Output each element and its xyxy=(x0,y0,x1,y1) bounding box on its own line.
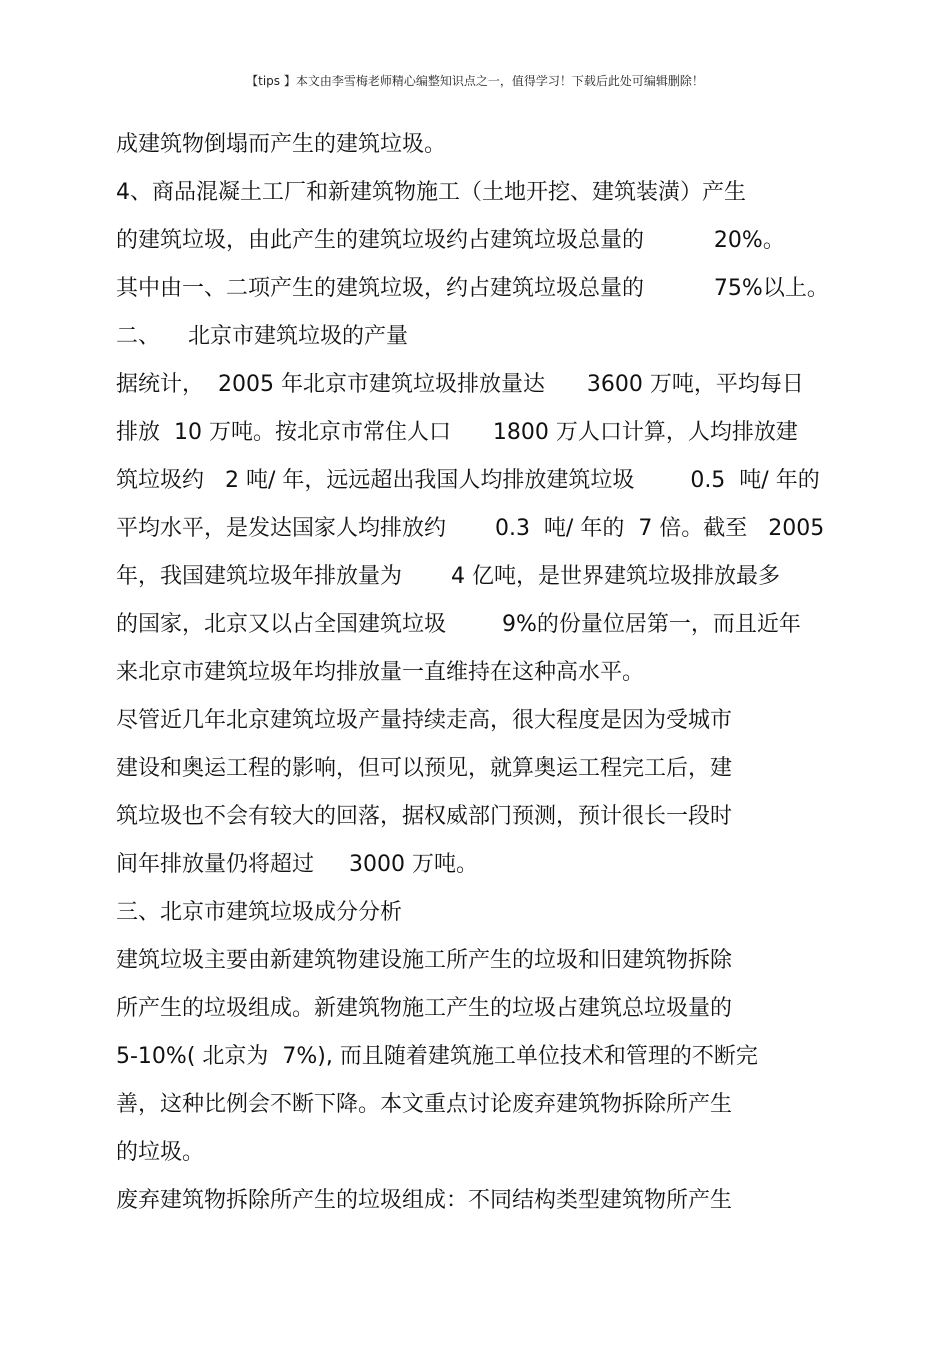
text-line: 5-10%( 北京为 7%), 而且随着建筑施工单位技术和管理的不断完 xyxy=(116,1044,758,1069)
text-line: 排放 10 万吨。按北京市常住人口 1800 万人口计算，人均排放建 xyxy=(116,420,798,445)
text-line: 4、商品混凝土工厂和新建筑物施工（土地开挖、建筑装潢）产生 xyxy=(116,180,746,205)
section-heading: 二、 北京市建筑垃圾的产量 xyxy=(116,324,408,349)
tips-header: 【tips 】本文由李雪梅老师精心编整知识点之一，值得学习！下载后此处可编辑删除！ xyxy=(246,74,704,88)
text-line: 建筑垃圾主要由新建筑物建设施工所产生的垃圾和旧建筑物拆除 xyxy=(116,948,733,973)
text-line: 据统计， 2005 年北京市建筑垃圾排放量达 3600 万吨，平均每日 xyxy=(116,372,804,397)
text-line: 的垃圾。 xyxy=(116,1140,205,1165)
text-line: 所产生的垃圾组成。新建筑物施工产生的垃圾占建筑总垃圾量的 xyxy=(116,996,733,1021)
document-body xyxy=(116,127,836,1231)
text-line: 筑垃圾也不会有较大的回落，据权威部门预测，预计很长一段时 xyxy=(116,804,733,829)
text-line: 间年排放量仍将超过 3000 万吨。 xyxy=(116,852,478,877)
text-line: 其中由一、二项产生的建筑垃圾，约占建筑垃圾总量的 75%以上。 xyxy=(116,276,829,301)
text-line: 建设和奥运工程的影响，但可以预见，就算奥运工程完工后，建 xyxy=(116,756,733,781)
text-line: 的国家，北京又以占全国建筑垃圾 9%的份量位居第一，而且近年 xyxy=(116,612,801,637)
section-heading: 三、北京市建筑垃圾成分分析 xyxy=(116,900,403,925)
text-line: 来北京市建筑垃圾年均排放量一直维持在这种高水平。 xyxy=(116,660,645,685)
text-line: 废弃建筑物拆除所产生的垃圾组成：不同结构类型建筑物所产生 xyxy=(116,1188,733,1213)
text-line: 平均水平，是发达国家人均排放约 0.3 吨/ 年的 7 倍。截至 2005 xyxy=(116,516,825,541)
text-line: 的建筑垃圾，由此产生的建筑垃圾约占建筑垃圾总量的 20%。 xyxy=(116,228,785,253)
text-line: 尽管近几年北京建筑垃圾产量持续走高，很大程度是因为受城市 xyxy=(116,708,733,733)
text-line: 筑垃圾约 2 吨/ 年，远远超出我国人均排放建筑垃圾 0.5 吨/ 年的 xyxy=(116,468,820,493)
text-line: 成建筑物倒塌而产生的建筑垃圾。 xyxy=(116,132,447,157)
text-line: 年，我国建筑垃圾年排放量为 4 亿吨，是世界建筑垃圾排放最多 xyxy=(116,564,780,589)
text-line: 善，这种比例会不断下降。本文重点讨论废弃建筑物拆除所产生 xyxy=(116,1092,733,1117)
